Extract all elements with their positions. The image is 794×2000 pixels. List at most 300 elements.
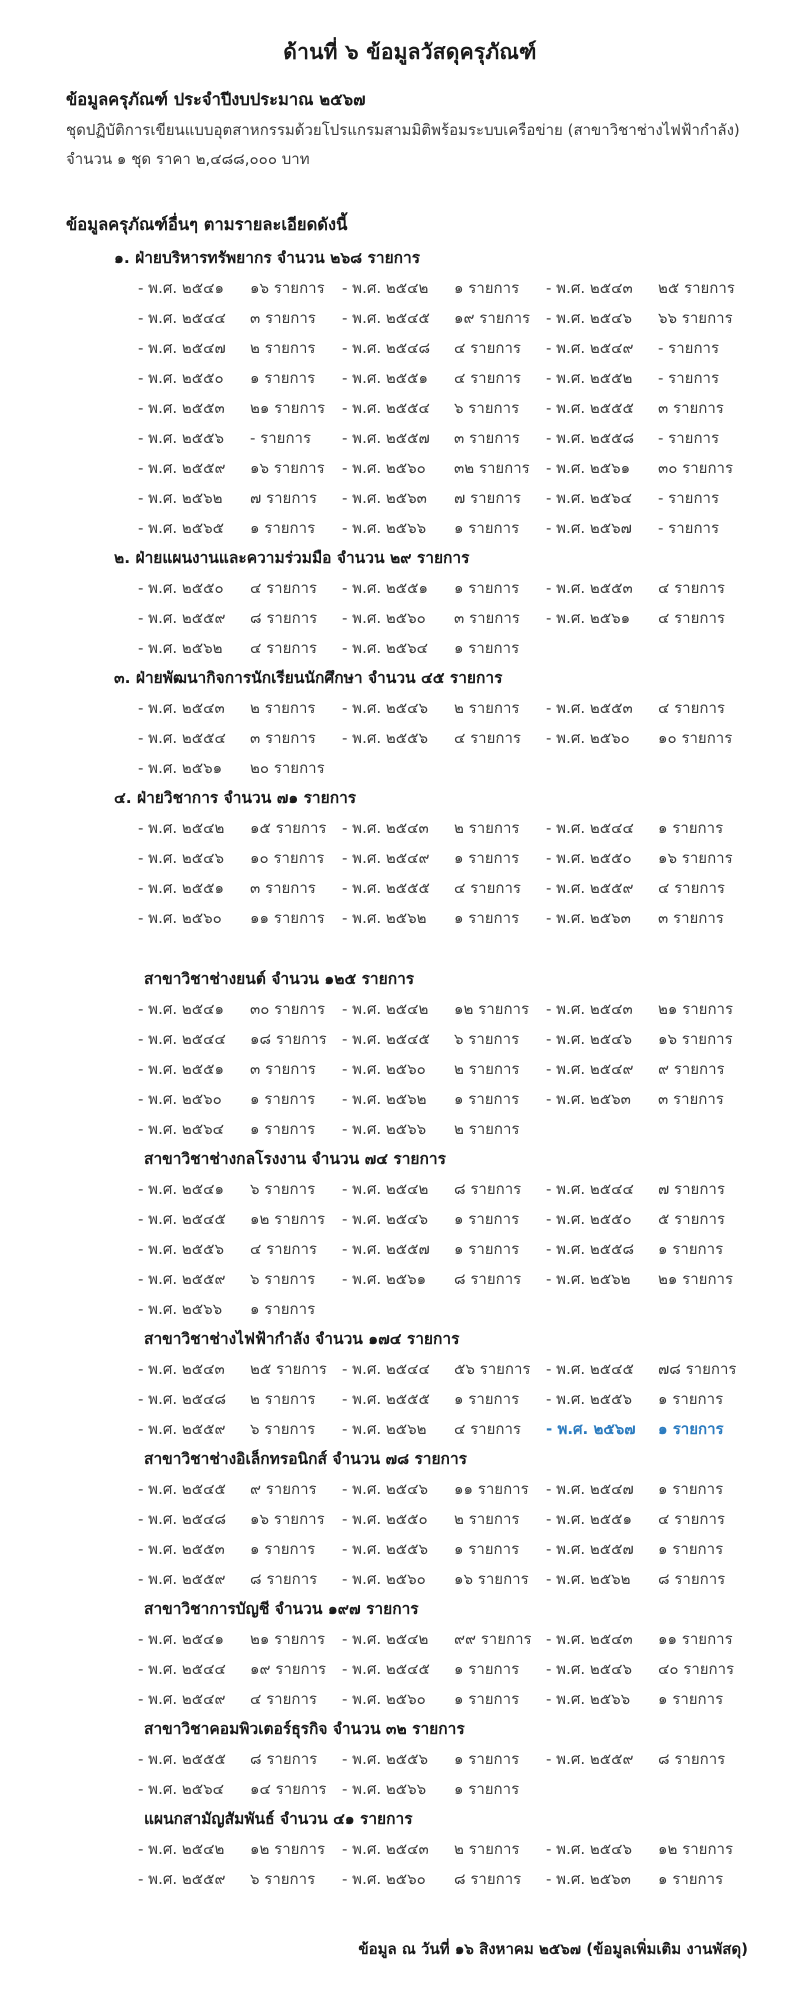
year-count-entry	[342, 393, 519, 423]
item-count: ๑ รายการ	[454, 1750, 520, 1768]
item-count: ๔ รายการ	[250, 1690, 317, 1708]
item-row	[66, 1084, 754, 1114]
year-count-entry	[546, 1504, 725, 1534]
item-count: ๔๐ รายการ	[658, 1660, 735, 1678]
year-label: - พ.ศ. ๒๕๕๗	[342, 429, 430, 447]
item-row	[66, 994, 754, 1024]
item-count: - รายการ	[658, 489, 720, 507]
item-count: - รายการ	[658, 429, 720, 447]
item-count: ๓๒ รายการ	[454, 459, 530, 477]
item-count: - รายการ	[250, 429, 312, 447]
budget-amount: จำนวน ๑ ชุด ราคา ๒,๔๘๘,๐๐๐ บาท	[66, 150, 310, 168]
year-count-entry	[138, 573, 317, 603]
year-label: - พ.ศ. ๒๕๖๖	[546, 1690, 631, 1708]
item-count: ๑ รายการ	[454, 639, 520, 657]
year-count-entry	[138, 693, 316, 723]
year-label: - พ.ศ. ๒๕๔๓	[546, 1000, 633, 1018]
item-count: ๘ รายการ	[454, 1870, 522, 1888]
year-count-entry	[546, 843, 733, 873]
item-row	[66, 693, 754, 723]
item-count: ๘ รายการ	[250, 609, 318, 627]
year-count-entry	[138, 1384, 316, 1414]
item-count: ๔ รายการ	[454, 879, 521, 897]
branch-title: สาขาวิชาช่างกลโรงงาน จำนวน ๗๔ รายการ	[144, 1150, 446, 1168]
year-count-entry	[546, 723, 732, 753]
year-label: - พ.ศ. ๒๕๖๐	[342, 1870, 426, 1888]
item-count: ๑ รายการ	[454, 1090, 520, 1108]
item-row	[66, 1234, 754, 1264]
year-label: - พ.ศ. ๒๕๔๓	[138, 699, 225, 717]
item-row	[66, 273, 754, 303]
item-count: ๑ รายการ	[658, 1870, 724, 1888]
year-label: - พ.ศ. ๒๕๕๖	[342, 729, 429, 747]
year-count-entry	[342, 1684, 519, 1714]
year-label: - พ.ศ. ๒๕๕๕	[342, 879, 430, 897]
year-label: - พ.ศ. ๒๕๖๒	[138, 489, 223, 507]
year-label: - พ.ศ. ๒๕๖๒	[342, 909, 427, 927]
year-label: - พ.ศ. ๒๕๖๓	[546, 1870, 631, 1888]
year-count-entry	[546, 573, 725, 603]
year-label: - พ.ศ. ๒๕๔๘	[138, 1390, 227, 1408]
year-count-entry	[138, 483, 317, 513]
item-count: ๒๕ รายการ	[250, 1360, 327, 1378]
item-row	[66, 1174, 754, 1204]
item-count: ๒๐ รายการ	[250, 759, 325, 777]
year-count-entry	[138, 1414, 315, 1444]
year-count-entry	[546, 693, 725, 723]
year-count-entry	[138, 603, 317, 633]
item-count: ๔ รายการ	[250, 1240, 317, 1258]
item-count: ๑ รายการ	[658, 1240, 724, 1258]
year-count-entry	[342, 483, 521, 513]
item-count: ๑๖ รายการ	[250, 1510, 325, 1528]
item-count: ๒ รายการ	[454, 1060, 520, 1078]
year-count-entry	[546, 1534, 723, 1564]
year-count-entry	[546, 303, 733, 333]
year-count-entry	[546, 1474, 723, 1504]
department-title: ๑. ฝ่ายบริหารทรัพยากร จำนวน ๒๖๘ รายการ	[114, 249, 421, 267]
item-count: ๘ รายการ	[250, 1570, 318, 1588]
year-count-entry	[342, 1534, 519, 1564]
year-label: - พ.ศ. ๒๕๕๓	[138, 1540, 225, 1558]
item-count: ๔ รายการ	[658, 609, 725, 627]
year-label: - พ.ศ. ๒๕๖๖	[342, 519, 427, 537]
item-count: ๑ รายการ	[454, 519, 520, 537]
year-label: - พ.ศ. ๒๕๔๔	[138, 309, 226, 327]
year-label: - พ.ศ. ๒๕๖๒	[546, 1570, 631, 1588]
item-count: ๓ รายการ	[658, 909, 724, 927]
item-row	[66, 423, 754, 453]
year-count-entry	[342, 1654, 519, 1684]
year-count-entry	[138, 873, 316, 903]
year-count-entry	[546, 1174, 725, 1204]
year-count-entry	[342, 1834, 520, 1864]
year-count-entry	[546, 1354, 736, 1384]
page-title: ด้านที่ ๖ ข้อมูลวัสดุครุภัณฑ์	[283, 40, 537, 64]
year-count-entry	[138, 813, 326, 843]
item-count: ๔ รายการ	[454, 339, 521, 357]
year-count-entry	[546, 1744, 725, 1774]
year-label: - พ.ศ. ๒๕๕๘	[546, 429, 635, 447]
year-label: - พ.ศ. ๒๕๕๓	[546, 579, 633, 597]
year-label: - พ.ศ. ๒๕๔๑	[138, 1180, 225, 1198]
year-label: - พ.ศ. ๒๕๖๓	[546, 1090, 631, 1108]
year-label: - พ.ศ. ๒๕๕๙	[546, 1750, 634, 1768]
year-label: - พ.ศ. ๒๕๕๒	[546, 369, 633, 387]
year-label: - พ.ศ. ๒๕๕๖	[342, 1540, 429, 1558]
year-label: - พ.ศ. ๒๕๖๒	[546, 1270, 631, 1288]
year-label: - พ.ศ. ๒๕๕๓	[138, 399, 225, 417]
budget-item: ชุดปฏิบัติการเขียนแบบอุตสาหกรรมด้วยโปรแกรมสามมิติพร้อมระบบเครือข่าย (สาขาวิชาช่างไฟฟ้ากำลัง)	[66, 121, 740, 139]
year-label: - พ.ศ. ๒๕๖๔	[546, 489, 633, 507]
item-count: - รายการ	[658, 339, 720, 357]
year-label: - พ.ศ. ๒๕๔๗	[546, 1480, 634, 1498]
year-label: - พ.ศ. ๒๕๔๓	[546, 1630, 633, 1648]
item-row	[66, 903, 754, 933]
year-label: - พ.ศ. ๒๕๕๖	[342, 1750, 429, 1768]
item-count: ๗ รายการ	[454, 489, 521, 507]
item-count: ๓ รายการ	[454, 429, 520, 447]
year-count-entry	[138, 723, 316, 753]
year-count-entry	[342, 1414, 521, 1444]
item-count: ๑ รายการ	[454, 1240, 520, 1258]
item-row	[66, 1654, 754, 1684]
item-count: ๑๙ รายการ	[454, 309, 531, 327]
item-row	[66, 453, 754, 483]
year-label: - พ.ศ. ๒๕๔๒	[138, 1840, 225, 1858]
year-count-entry	[546, 1564, 725, 1594]
year-label: - พ.ศ. ๒๕๕๘	[546, 1240, 635, 1258]
item-count: ๒ รายการ	[454, 819, 520, 837]
year-label: - พ.ศ. ๒๕๖๐	[138, 909, 222, 927]
item-count: ๒๑ รายการ	[250, 399, 326, 417]
item-count: ๑๑ รายการ	[658, 1630, 733, 1648]
item-row	[66, 1774, 754, 1804]
item-count: ๖ รายการ	[454, 1030, 520, 1048]
item-count: ๒๑ รายการ	[250, 1630, 326, 1648]
year-count-entry	[342, 1354, 530, 1384]
year-count-entry	[546, 1654, 734, 1684]
item-row	[66, 1864, 754, 1894]
item-count: ๕ รายการ	[658, 1210, 725, 1228]
item-count: ๑ รายการ	[250, 1300, 316, 1318]
year-count-entry	[342, 633, 519, 663]
year-count-entry	[138, 1234, 317, 1264]
footer-note: ข้อมูล ณ วันที่ ๑๖ สิงหาคม ๒๕๖๗ (ข้อมูลเพิ่มเติม งานพัสดุ)	[358, 1940, 748, 1958]
budget-heading: ข้อมูลครุภัณฑ์ ประจำปีงบประมาณ ๒๕๖๗	[66, 90, 366, 109]
year-count-entry	[138, 1024, 327, 1054]
year-label: - พ.ศ. ๒๕๖๐	[342, 609, 426, 627]
item-count: ๑ รายการ	[658, 1390, 724, 1408]
year-label: - พ.ศ. ๒๕๖๑	[138, 759, 223, 777]
item-row	[66, 1624, 754, 1654]
year-count-entry	[342, 1774, 519, 1804]
item-count: ๕๖ รายการ	[454, 1360, 531, 1378]
year-count-entry	[546, 393, 724, 423]
year-count-entry	[342, 1054, 520, 1084]
item-row	[66, 1354, 754, 1384]
item-count: ๑ รายการ	[454, 849, 520, 867]
item-row	[66, 1504, 754, 1534]
item-count: ๙๙ รายการ	[454, 1630, 532, 1648]
year-label: - พ.ศ. ๒๕๕๖	[138, 429, 225, 447]
branch-title: สาขาวิชาการบัญชี จำนวน ๑๙๗ รายการ	[144, 1600, 419, 1618]
year-label: - พ.ศ. ๒๕๕๗	[342, 1240, 430, 1258]
year-label: - พ.ศ. ๒๕๖๗	[546, 519, 632, 537]
year-count-entry	[342, 1024, 519, 1054]
year-label: - พ.ศ. ๒๕๕๙	[138, 1420, 226, 1438]
year-label: - พ.ศ. ๒๕๖๓	[546, 909, 631, 927]
year-label: - พ.ศ. ๒๕๕๐	[138, 579, 224, 597]
item-count: ๑๐ รายการ	[250, 849, 325, 867]
branch-title: แผนกสามัญสัมพันธ์ จำนวน ๔๑ รายการ	[144, 1810, 413, 1828]
item-row	[66, 1024, 754, 1054]
item-count: ๒๑ รายการ	[658, 1270, 734, 1288]
item-count: ๑๒ รายการ	[250, 1210, 326, 1228]
year-label: - พ.ศ. ๒๕๕๑	[342, 369, 429, 387]
item-count: ๑ รายการ	[658, 1690, 724, 1708]
year-label: - พ.ศ. ๒๕๔๘	[138, 1510, 227, 1528]
item-row	[66, 1294, 754, 1324]
departments-list	[66, 243, 754, 933]
year-count-entry	[546, 273, 735, 303]
item-count: ๑๖ รายการ	[250, 279, 325, 297]
spacer	[66, 176, 754, 212]
year-count-entry	[546, 363, 719, 393]
year-count-entry	[342, 273, 519, 303]
year-count-entry	[342, 363, 521, 393]
item-count: ๘ รายการ	[250, 1750, 318, 1768]
year-count-entry	[138, 453, 325, 483]
item-row	[66, 1054, 754, 1084]
year-count-entry	[342, 1204, 519, 1234]
item-count: ๗๘ รายการ	[658, 1360, 737, 1378]
item-row	[66, 1534, 754, 1564]
year-label: - พ.ศ. ๒๕๖๑	[342, 1270, 427, 1288]
item-count: ๖ รายการ	[250, 1180, 316, 1198]
item-count: ๔ รายการ	[454, 729, 521, 747]
year-label: - พ.ศ. ๒๕๔๙	[546, 1060, 634, 1078]
year-count-entry	[342, 1864, 521, 1894]
item-count: ๓ รายการ	[454, 609, 520, 627]
year-count-entry	[138, 1054, 316, 1084]
item-count: ๙ รายการ	[658, 1060, 725, 1078]
other-heading: ข้อมูลครุภัณฑ์อื่นๆ ตามรายละเอียดดังนี้	[66, 215, 348, 234]
year-label: - พ.ศ. ๒๕๖๔	[138, 1120, 225, 1138]
year-label: - พ.ศ. ๒๕๕๔	[138, 729, 226, 747]
year-label: - พ.ศ. ๒๕๔๖	[546, 309, 633, 327]
year-count-entry	[138, 1654, 326, 1684]
year-count-entry	[342, 813, 520, 843]
year-label: - พ.ศ. ๒๕๔๒	[342, 1000, 429, 1018]
year-count-entry	[138, 1864, 315, 1894]
item-count: ๓ รายการ	[658, 399, 724, 417]
year-label: - พ.ศ. ๒๕๔๒	[342, 1180, 429, 1198]
year-label: - พ.ศ. ๒๕๔๕	[546, 1360, 634, 1378]
item-count: ๓ รายการ	[658, 1090, 724, 1108]
year-count-entry	[138, 1084, 315, 1114]
item-count: ๒ รายการ	[454, 1120, 520, 1138]
year-count-entry	[138, 903, 325, 933]
year-count-entry	[546, 603, 725, 633]
item-count: ๔ รายการ	[250, 639, 317, 657]
item-row	[66, 1684, 754, 1714]
item-count: ๔ รายการ	[658, 879, 725, 897]
item-row	[66, 843, 754, 873]
year-count-entry	[546, 513, 719, 543]
year-label: - พ.ศ. ๒๕๕๙	[138, 1270, 226, 1288]
item-count: ๔ รายการ	[658, 699, 725, 717]
item-count: ๑ รายการ	[250, 519, 316, 537]
year-label: - พ.ศ. ๒๕๔๔	[342, 1360, 430, 1378]
item-count: ๒ รายการ	[454, 1510, 520, 1528]
year-count-entry	[138, 513, 315, 543]
item-count: ๑ รายการ	[658, 1480, 724, 1498]
item-count: ๓ รายการ	[250, 309, 316, 327]
year-count-entry	[138, 1774, 326, 1804]
year-count-entry	[342, 1084, 519, 1114]
item-count: - รายการ	[658, 519, 720, 537]
year-label: - พ.ศ. ๒๕๖๑	[546, 459, 631, 477]
item-row	[66, 393, 754, 423]
item-row	[66, 363, 754, 393]
year-label: - พ.ศ. ๒๕๖๒	[342, 1420, 427, 1438]
year-count-entry	[342, 1114, 520, 1144]
item-count: ๑ รายการ	[454, 1690, 520, 1708]
year-count-entry	[138, 1564, 317, 1594]
year-count-entry	[138, 1744, 317, 1774]
year-label: - พ.ศ. ๒๕๖๐	[342, 1060, 426, 1078]
year-count-entry	[138, 1624, 325, 1654]
year-label: - พ.ศ. ๒๕๕๙	[138, 459, 226, 477]
year-label: - พ.ศ. ๒๕๕๐	[342, 1510, 428, 1528]
year-count-entry	[138, 1834, 325, 1864]
item-count: ๑ รายการ	[250, 1090, 316, 1108]
year-count-entry	[138, 423, 311, 453]
year-count-entry	[342, 693, 520, 723]
year-label: - พ.ศ. ๒๕๕๐	[546, 1210, 632, 1228]
year-count-entry	[342, 333, 521, 363]
item-row	[66, 753, 754, 783]
item-row	[66, 1264, 754, 1294]
year-label: - พ.ศ. ๒๕๔๖	[138, 849, 225, 867]
item-count: ๑ รายการ	[658, 1540, 724, 1558]
item-row	[66, 813, 754, 843]
year-label: - พ.ศ. ๒๕๔๙	[342, 849, 430, 867]
item-row	[66, 1564, 754, 1594]
item-count: ๑๕ รายการ	[250, 819, 327, 837]
item-row	[66, 603, 754, 633]
branches-list	[66, 964, 754, 1894]
year-label: - พ.ศ. ๒๕๕๖	[546, 1390, 633, 1408]
year-label: - พ.ศ. ๒๕๖๐	[342, 459, 426, 477]
item-count: ๙ รายการ	[250, 1480, 317, 1498]
year-label: - พ.ศ. ๒๕๕๔	[342, 399, 430, 417]
year-count-entry	[138, 1474, 317, 1504]
year-label: - พ.ศ. ๒๕๕๙	[138, 609, 226, 627]
year-count-entry	[342, 873, 521, 903]
year-label: - พ.ศ. ๒๕๔๑	[138, 1630, 225, 1648]
branch-title: สาขาวิชาคอมพิวเตอร์ธุรกิจ จำนวน ๓๒ รายการ	[144, 1720, 465, 1738]
item-row	[66, 1114, 754, 1144]
year-label: - พ.ศ. ๒๕๕๐	[546, 849, 632, 867]
year-label: - พ.ศ. ๒๕๔๓	[342, 819, 429, 837]
item-count: ๒๕ รายการ	[658, 279, 735, 297]
item-count: ๓ รายการ	[250, 879, 316, 897]
year-label: - พ.ศ. ๒๕๔๓	[138, 1360, 225, 1378]
year-count-entry	[138, 843, 324, 873]
year-label: - พ.ศ. ๒๕๕๑	[138, 879, 225, 897]
year-label: - พ.ศ. ๒๕๕๕	[342, 1390, 430, 1408]
year-label: - พ.ศ. ๒๕๖๖	[342, 1780, 427, 1798]
item-count: ๖ รายการ	[250, 1870, 316, 1888]
item-count: ๑๔ รายการ	[250, 1780, 327, 1798]
item-row	[66, 633, 754, 663]
item-count: ๘ รายการ	[658, 1570, 726, 1588]
item-count: ๑ รายการ	[250, 369, 316, 387]
year-label: - พ.ศ. ๒๕๔๗	[138, 339, 226, 357]
year-count-entry	[546, 873, 725, 903]
year-label: - พ.ศ. ๒๕๕๖	[138, 1240, 225, 1258]
item-count: ๗ รายการ	[250, 489, 317, 507]
year-count-entry	[546, 453, 733, 483]
item-row	[66, 303, 754, 333]
item-count: ๑ รายการ	[454, 1210, 520, 1228]
item-count: ๔ รายการ	[658, 579, 725, 597]
item-count: ๔ รายการ	[250, 579, 317, 597]
year-label: - พ.ศ. ๒๕๖๖	[342, 1120, 427, 1138]
year-label: - พ.ศ. ๒๕๔๖	[546, 1840, 633, 1858]
year-label: - พ.ศ. ๒๕๕๙	[138, 1870, 226, 1888]
item-count: ๑๑ รายการ	[454, 1480, 529, 1498]
item-count: ๖ รายการ	[454, 399, 520, 417]
year-label: - พ.ศ. ๒๕๖๒	[138, 639, 223, 657]
item-row	[66, 1834, 754, 1864]
year-count-entry	[342, 994, 529, 1024]
year-count-entry	[342, 453, 530, 483]
year-label: - พ.ศ. ๒๕๖๕	[138, 519, 225, 537]
department-title: ๔. ฝ่ายวิชาการ จำนวน ๗๑ รายการ	[114, 789, 357, 807]
year-label: - พ.ศ. ๒๕๔๔	[546, 819, 634, 837]
year-label: - พ.ศ. ๒๕๕๕	[546, 399, 634, 417]
year-label: - พ.ศ. ๒๕๔๘	[342, 339, 431, 357]
item-count: ๑๒ รายการ	[454, 1000, 530, 1018]
item-count: ๑ รายการ	[454, 1390, 520, 1408]
item-count: ๖ รายการ	[250, 1270, 316, 1288]
year-label: - พ.ศ. ๒๕๖๐	[546, 729, 630, 747]
year-count-entry	[546, 1834, 733, 1864]
year-count-entry	[342, 573, 519, 603]
year-label: - พ.ศ. ๒๕๔๖	[342, 1480, 429, 1498]
item-count: ๖๖ รายการ	[658, 309, 733, 327]
year-label: - พ.ศ. ๒๕๖๐	[138, 1090, 222, 1108]
item-count: ๓ รายการ	[250, 729, 316, 747]
year-count-entry	[342, 843, 519, 873]
item-count: ๒ รายการ	[250, 1390, 316, 1408]
item-count: ๖ รายการ	[250, 1420, 316, 1438]
year-count-entry	[138, 1684, 317, 1714]
year-count-entry	[342, 903, 519, 933]
year-label: - พ.ศ. ๒๕๔๕	[342, 1660, 430, 1678]
year-count-entry	[138, 303, 316, 333]
item-count: ๑๙ รายการ	[250, 1660, 327, 1678]
year-label: - พ.ศ. ๒๕๖๐	[342, 1570, 426, 1588]
item-row	[66, 483, 754, 513]
year-count-entry	[342, 1474, 529, 1504]
item-count: ๔ รายการ	[454, 369, 521, 387]
year-label: - พ.ศ. ๒๕๔๖	[342, 699, 429, 717]
year-count-entry	[342, 1564, 529, 1594]
